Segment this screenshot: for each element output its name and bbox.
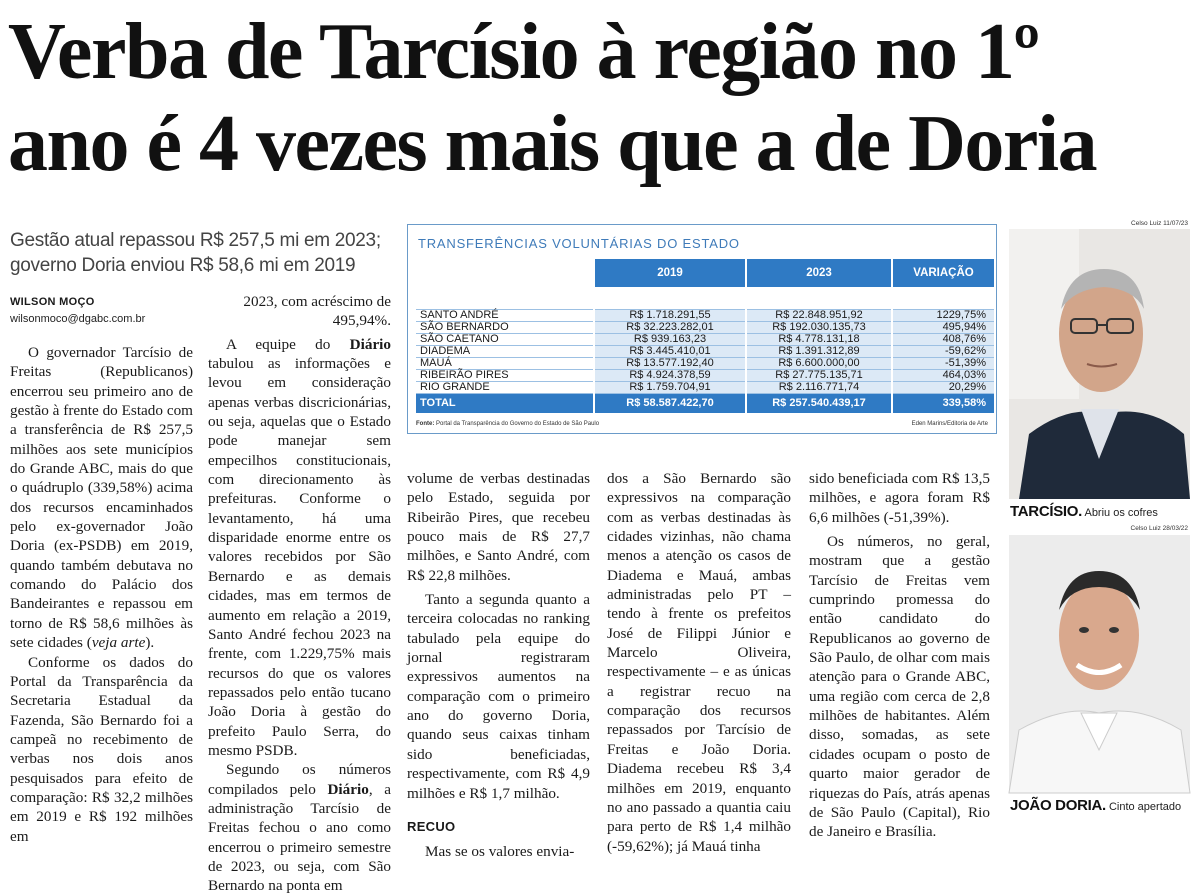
header-2019: 2019 — [594, 259, 746, 287]
photo-credit-doria: Celso Luiz 28/03/22 — [1130, 525, 1188, 532]
cell-total-label: TOTAL — [416, 393, 594, 413]
cell-variation: 495,94% — [892, 321, 994, 333]
text: ). — [145, 634, 155, 652]
paragraph: Tanto a segunda quanto a terceira colocadas no ranking tabulado pela equipe do jornal registraram expressivos aumentos na comparação com o primeiro ano do governo Doria, quando seus caixas tinham sido beneficiadas, respectivamente, com R$ 4,9 milhões e R$ 1,7 milhão. — [407, 591, 590, 802]
infographic-source — [416, 421, 599, 427]
text: O governador Tarcísio de Freitas (Republicanos) encerrou seu primeiro ano de gestão à frente do Estado com a transferência de R$ 257,5 milhões aos sete municípios do Grande ABC, mais do que o quádruplo (339,58%) acima dos recursos encaminhados pelo ex-governador João Doria (ex-PSDB) em 2019, quando também debutava no comando do Palácio dos Bandeirantes e repassou em torno de R$ 58,6 milhões às sete cidades ( — [10, 344, 193, 652]
photo-tarcisio — [1009, 229, 1190, 499]
table-row — [416, 321, 994, 333]
paragraph: Os números, no geral, mostram que a gestão Tarcísio de Freitas vem cumprindo promessa do então candidato do Republicanos ao governo de São Paulo, de olhar com mais atenção para o Grande ABC, uma região com cerca de 2,8 milhões de habitantes. Além disso, somadas, as sete cidades ocupam o posto de quarto maior gerador de riquezas do País, atrás apenas de São Paulo (Capital), Rio de Janeiro e Brasília. — [809, 533, 990, 841]
paragraph: Conforme os dados do Portal da Transparência da Secretaria Estadual da Fazenda, São Bernardo foi a campeã no recebimento de verbas nos dois anos pesquisados para efeito de comparação: R$ 32,2 milhões em 2019 e R$ 192 milhões em — [10, 653, 193, 845]
text-bold: Diário — [349, 335, 391, 353]
header-2023: 2023 — [746, 259, 892, 287]
text: Segundo os números compilados pelo — [208, 761, 391, 798]
text-italic: veja arte — [91, 634, 146, 652]
cell-city: SANTO ANDRÉ — [416, 309, 594, 321]
cell-city: RIBEIRÃO PIRES — [416, 369, 594, 381]
caption-name: JOÃO DORIA. — [1010, 797, 1106, 814]
header-city — [416, 259, 594, 287]
table-row — [416, 369, 994, 381]
article-column-1 — [10, 343, 193, 846]
table-row — [416, 309, 994, 321]
cell-city: SÃO CAETANO — [416, 333, 594, 345]
cell-city: DIADEMA — [416, 345, 594, 357]
infographic-table — [407, 224, 997, 434]
cell-city: RIO GRANDE — [416, 381, 594, 393]
photo-doria — [1009, 535, 1190, 793]
text: tabulou as informações e levou em consideração apenas verbas discricionárias, ou seja, aquelas que o Estado pode manejar sem empecilhos constitucionais, com direcionamento às prefeituras. Conforme o levantamento, há uma disparidade enorme entre os valores recebidos por São Bernardo e as demais cidades, mas em termos de aumento em relação a 2019, Santo André fechou 2023 na frente, com 1.229,75% mais recursos do que os valores repassados pelo então tucano João Doria à gestão do prefeito Paulo Serra, do mesmo PSDB. — [208, 355, 391, 759]
paragraph — [208, 760, 391, 895]
photo-credit-tarcisio: Celso Luiz 11/07/23 — [1131, 220, 1188, 227]
infographic-title: TRANSFERÊNCIAS VOLUNTÁRIAS DO ESTADO — [418, 236, 740, 251]
paragraph: sido beneficiada com R$ 13,5 milhões, e agora foram R$ 6,6 milhões (-51,39%). — [809, 470, 990, 526]
cell-2023: R$ 6.600.000,00 — [746, 357, 892, 369]
cell-total-2019: R$ 58.587.422,70 — [594, 393, 746, 413]
cell-variation: 464,03% — [892, 369, 994, 381]
cell-2023: R$ 192.030.135,73 — [746, 321, 892, 333]
cell-total-2023: R$ 257.540.439,17 — [746, 393, 892, 413]
cell-variation: -51,39% — [892, 357, 994, 369]
spacer-row — [416, 287, 994, 309]
section-heading: RECUO — [407, 818, 456, 834]
subhead — [10, 228, 400, 278]
cell-2023: R$ 2.116.771,74 — [746, 381, 892, 393]
cell-city: MAUÁ — [416, 357, 594, 369]
header-variation: VARIAÇÃO — [892, 259, 994, 287]
byline — [10, 296, 205, 325]
cell-2019: R$ 1.718.291,55 — [594, 309, 746, 321]
paragraph: Mas se os valores envia- — [425, 843, 575, 861]
cell-2019: R$ 1.759.704,91 — [594, 381, 746, 393]
cell-2023: R$ 27.775.135,71 — [746, 369, 892, 381]
infographic-credit: Eden Marins/Editoria de Arte — [911, 421, 988, 427]
table-row — [416, 357, 994, 369]
cell-variation: 408,76% — [892, 333, 994, 345]
author-name: WILSON MOÇO — [10, 296, 95, 308]
paragraph — [10, 343, 193, 653]
caption-text: Cinto apertado — [1105, 801, 1182, 813]
cell-2023: R$ 4.778.131,18 — [746, 333, 892, 345]
source-label: Fonte: — [416, 421, 435, 427]
cell-variation: 20,29% — [892, 381, 994, 393]
cell-variation: -59,62% — [892, 345, 994, 357]
cell-city: SÃO BERNARDO — [416, 321, 594, 333]
headline-line-2: ano é 4 vezes mais que a de Doria — [8, 100, 1097, 188]
caption-text: Abriu os cofres — [1082, 507, 1158, 519]
article-column-4 — [607, 469, 791, 856]
paragraph: volume de verbas destinadas pelo Estado, seguida por Ribeirão Pires, que recebeu pouco mais de R$ 27,7 milhões, e Santo André, com R$ 22,8 milhões. — [407, 470, 590, 584]
text: A equipe do — [226, 335, 350, 353]
cell-2019: R$ 3.445.410,01 — [594, 345, 746, 357]
text: , a administração Tarcísio de Freitas fechou o ano como encerrou o primeiro semestre de 2023, ou seja, com São Bernardo na ponta em — [208, 780, 391, 895]
caption-tarcisio — [1010, 503, 1190, 521]
cell-2019: R$ 32.223.282,01 — [594, 321, 746, 333]
transfers-table — [416, 259, 994, 413]
paragraph — [208, 335, 391, 761]
cell-2019: R$ 4.924.378,59 — [594, 369, 746, 381]
table-row — [416, 381, 994, 393]
article-column-3 — [407, 469, 590, 862]
article-column-2 — [208, 292, 391, 896]
cell-variation: 1229,75% — [892, 309, 994, 321]
paragraph: 2023, com acréscimo de 495,94%. — [243, 293, 391, 330]
headline — [8, 6, 1188, 190]
text-bold: Diário — [327, 780, 369, 798]
table-row — [416, 333, 994, 345]
portrait-image — [1009, 535, 1190, 793]
table-total-row — [416, 393, 994, 413]
article-column-5 — [809, 469, 990, 842]
paragraph: dos a São Bernardo são expressivos na comparação com as verbas destinadas às cidades vizinhas, não chama menos a atenção os casos de Diadema e Mauá, ambas administradas pelo PT – tendo à frente os prefeitos José de Filippi Júnior e Marcelo Oliveira, respectivamente – e as únicas a registrar recuo na comparação dos recursos repassados por Tarcísio de Freitas e João Doria. Diadema recebeu R$ 3,4 milhões em 2019, enquanto no ano passado a quantia caiu para perto de R$ 1,4 milhão (-59,62%); já Mauá tinha — [607, 470, 791, 855]
source-text: Portal da Transparência do Governo do Estado de São Paulo — [434, 421, 600, 427]
headline-line-1: Verba de Tarcísio à região no 1º — [8, 8, 1039, 96]
cell-2023: R$ 1.391.312,89 — [746, 345, 892, 357]
caption-name: TARCÍSIO. — [1010, 503, 1083, 520]
portrait-image — [1009, 229, 1190, 499]
caption-doria — [1010, 797, 1190, 815]
cell-2023: R$ 22.848.951,92 — [746, 309, 892, 321]
author-email[interactable]: wilsonmoco@dgabc.com.br — [10, 313, 146, 325]
cell-2019: R$ 13.577.192,40 — [594, 357, 746, 369]
table-header-row — [416, 259, 994, 287]
cell-total-variation: 339,58% — [892, 393, 994, 413]
subhead-line-1: Gestão atual repassou R$ 257,5 mi em 2023; — [10, 230, 381, 251]
table-row — [416, 345, 994, 357]
subhead-line-2: governo Doria enviou R$ 58,6 mi em 2019 — [10, 255, 356, 276]
cell-2019: R$ 939.163,23 — [594, 333, 746, 345]
